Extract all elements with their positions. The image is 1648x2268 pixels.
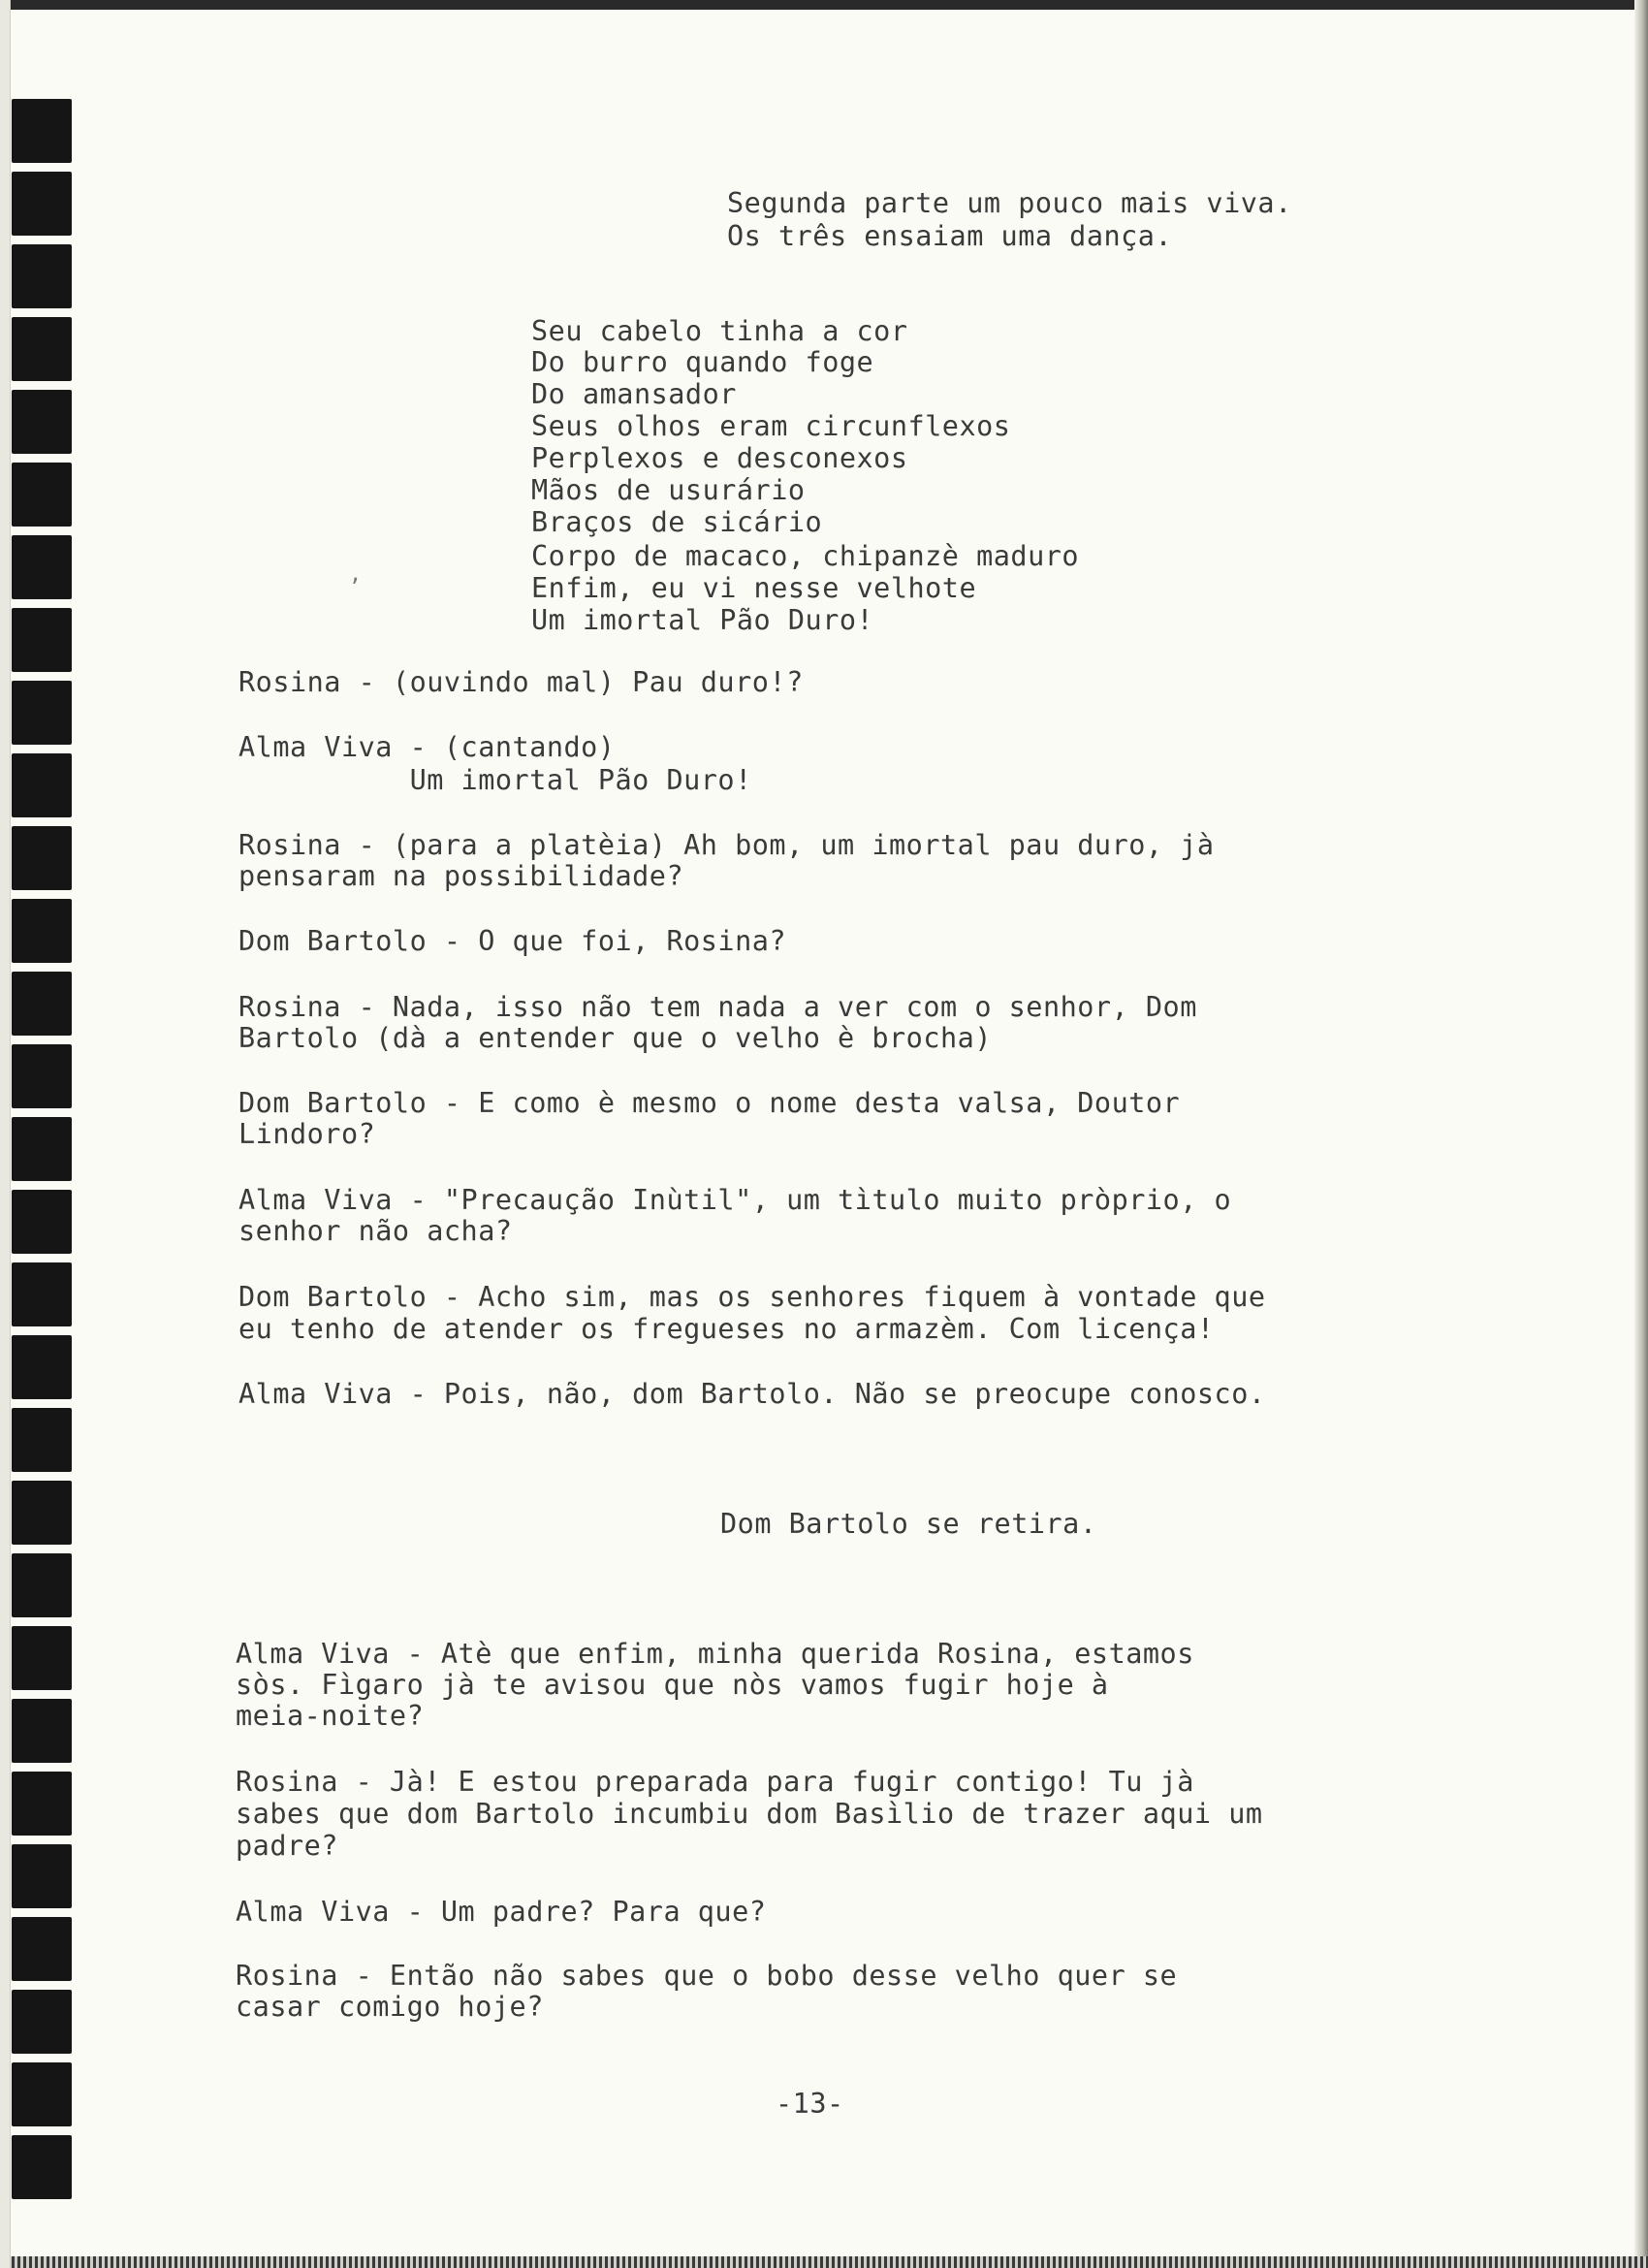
dialogue-line: Alma Viva - "Precaução Inùtil", um tìtulo muito pròprio, o — [238, 1184, 1232, 1216]
song-line: Corpo de macaco, chipanzè maduro — [531, 540, 1080, 572]
binding-hole — [12, 535, 72, 599]
stage-direction-exit: Dom Bartolo se retira. — [720, 1508, 1097, 1540]
dialogue-line: Alma Viva - Atè que enfim, minha querida Rosina, estamos — [236, 1638, 1194, 1670]
dialogue-line: senhor não acha? — [238, 1215, 513, 1247]
binding-hole — [12, 826, 72, 890]
page-edge-right — [1634, 0, 1648, 2268]
dialogue-line: Rosina - Jà! E estou preparada para fugir contigo! Tu jà — [236, 1766, 1194, 1798]
dialogue-line: Um imortal Pão Duro! — [238, 764, 752, 796]
binding-hole — [12, 1553, 72, 1617]
binding-hole — [12, 1844, 72, 1908]
dialogue-line: Dom Bartolo - Acho sim, mas os senhores fiquem à vontade que — [238, 1281, 1266, 1313]
dialogue-line: casar comigo hoje? — [236, 1991, 544, 2023]
dialogue-line: padre? — [236, 1830, 338, 1862]
song-line: Seu cabelo tinha a cor — [531, 315, 908, 347]
dialogue-line: sabes que dom Bartolo incumbiu dom Basìlio de trazer aqui um — [236, 1798, 1263, 1830]
dialogue-line: Alma Viva - (cantando) — [238, 731, 616, 763]
song-line: Do amansador — [531, 378, 737, 410]
binding-strip — [0, 0, 11, 2268]
binding-hole — [12, 1626, 72, 1690]
binding-hole — [12, 463, 72, 527]
binding-hole — [12, 1044, 72, 1108]
binding-hole — [12, 972, 72, 1036]
binding-hole — [12, 1481, 72, 1545]
song-line: Do burro quando foge — [531, 346, 874, 378]
song-line: Enfim, eu vi nesse velhote — [531, 572, 977, 604]
binding-hole — [12, 2062, 72, 2126]
binding-hole — [12, 1917, 72, 1981]
dialogue-line: Rosina - Então não sabes que o bobo desse velho quer se — [236, 1960, 1178, 1992]
dialogue-line: Lindoro? — [238, 1118, 376, 1150]
dialogue-line: sòs. Fìgaro jà te avisou que nòs vamos fugir hoje à — [236, 1669, 1109, 1701]
binding-hole — [12, 1190, 72, 1254]
binding-hole — [12, 1262, 72, 1326]
dialogue-line: Bartolo (dà a entender que o velho è brocha) — [238, 1022, 992, 1054]
binding-hole — [12, 99, 72, 163]
dialogue-line: pensaram na possibilidade? — [238, 860, 684, 892]
binding-hole — [12, 753, 72, 817]
dialogue-line: eu tenho de atender os fregueses no armazèm. Com licença! — [238, 1313, 1215, 1345]
dialogue-line: Rosina - Nada, isso não tem nada a ver com o senhor, Dom — [238, 991, 1197, 1023]
song-line: Braços de sicário — [531, 506, 823, 538]
binding-hole — [12, 2135, 72, 2199]
page-number: -13- — [776, 2088, 844, 2120]
song-line: Seus olhos eram circunflexos — [531, 410, 1011, 442]
binding-hole — [12, 317, 72, 381]
binding-hole — [12, 1772, 72, 1836]
dialogue-line: Dom Bartolo - O que foi, Rosina? — [238, 925, 787, 957]
stage-direction-line: Os três ensaiam uma dança. — [727, 220, 1173, 252]
binding-hole — [12, 244, 72, 308]
binding-hole — [12, 899, 72, 963]
dialogue-line: Rosina - (ouvindo mal) Pau duro!? — [238, 666, 804, 698]
binding-hole — [12, 1408, 72, 1472]
binding-hole — [12, 681, 72, 745]
scanner-edge-bottom — [0, 2256, 1648, 2268]
binding-hole — [12, 1990, 72, 2054]
dialogue-line: Dom Bartolo - E como è mesmo o nome desta valsa, Doutor — [238, 1087, 1181, 1119]
stage-direction-line: Segunda parte um pouco mais viva. — [727, 187, 1292, 219]
binding-hole — [12, 1699, 72, 1763]
dialogue-line: meia-noite? — [236, 1700, 425, 1732]
spiral-binding — [0, 0, 87, 2268]
dialogue-line: Alma Viva - Um padre? Para que? — [236, 1896, 767, 1928]
scanner-edge-top — [0, 0, 1648, 10]
song-line: Mãos de usurário — [531, 474, 806, 506]
binding-hole — [12, 172, 72, 236]
dialogue-line: Alma Viva - Pois, não, dom Bartolo. Não se preocupe conosco. — [238, 1378, 1266, 1410]
song-line: Perplexos e desconexos — [531, 442, 908, 474]
stray-mark: , — [349, 562, 363, 587]
binding-hole — [12, 1117, 72, 1181]
song-line: Um imortal Pão Duro! — [531, 604, 874, 636]
dialogue-line: Rosina - (para a platèia) Ah bom, um imortal pau duro, jà — [238, 829, 1215, 861]
binding-hole — [12, 390, 72, 454]
binding-hole — [12, 1335, 72, 1399]
binding-hole — [12, 608, 72, 672]
